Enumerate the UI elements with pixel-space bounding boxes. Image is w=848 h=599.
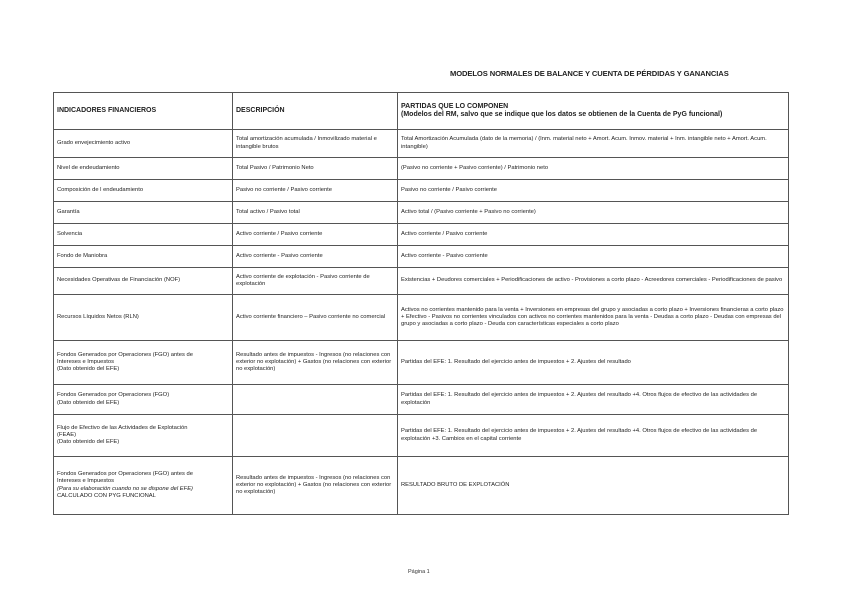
indicator-line: Garantía (57, 208, 80, 215)
table-row (54, 268, 789, 295)
indicator-line: Necesidades Operativas de Financiación (NOF) (57, 277, 181, 284)
header-description: DESCRIPCIÓN (233, 93, 398, 130)
parts-cell: Activo corriente / Pasivo corriente (398, 224, 789, 246)
indicator-line: Nivel de endeudamiento (57, 164, 120, 171)
indicator-line: Solvencia (57, 230, 83, 237)
table-row (54, 180, 789, 202)
parts-cell: Activo total / (Pasivo corriente + Pasivo no corriente) (398, 202, 789, 224)
indicator-line: Intereses e Impuestos (57, 478, 115, 485)
description-cell: Resultado antes de impuestos - Ingresos (no relaciones con exterior no explotación) + Gastos (no relaciones con exterior no explotación) (233, 341, 398, 385)
indicator-cell (54, 457, 233, 515)
description-cell: Resultado antes de impuestos - Ingresos (no relaciones con exterior no explotación) + Gastos (no relaciones con exterior no explotación) (233, 457, 398, 515)
table-row (54, 415, 789, 457)
parts-cell: Partidas del EFE: 1. Resultado del ejercicio antes de impuestos + 2. Ajustes del resultado +4. Otros flujos de efectivo de las actividades de explotación (398, 385, 789, 415)
indicator-cell (54, 246, 233, 268)
indicator-line: Fondos Generados por Operaciones (FGO) antes de (57, 471, 193, 478)
indicator-cell (54, 415, 233, 457)
table-row (54, 295, 789, 341)
indicator-extra: CALCULADO CON PYG FUNCIONAL (57, 492, 156, 499)
page-number: Página 1 (408, 569, 430, 575)
indicator-line: Composición de l endeudamiento (57, 186, 144, 193)
header-indicator: INDICADORES FINANCIEROS (54, 93, 233, 130)
header-parts (398, 93, 789, 130)
description-cell: Total activo / Pasivo total (233, 202, 398, 224)
indicator-cell (54, 385, 233, 415)
indicator-cell (54, 180, 233, 202)
description-cell (233, 415, 398, 457)
table-row (54, 385, 789, 415)
indicator-line: (Dato obtenido del EFE) (57, 399, 120, 406)
parts-cell: Activos no corrientes mantenido para la venta + Inversiones en empresas del grupo y asociadas a corto plazo + Inversiones financieras a corto plazo + Efectivo - Pasivos no corrientes vinculados con activos no corrientes mantenidos para la venta - Deudas a corto plazo - Deudas con empresas del grupo y asociadas a corto plazo - Deuda con características especiales a corto plazo (398, 295, 789, 341)
table-header-row (54, 93, 789, 130)
description-cell: Activo corriente financiero – Pasivo corriente no comercial (233, 295, 398, 341)
financial-indicators-table (53, 92, 789, 515)
header-parts-subtitle: (Modelos del RM, salvo que se indique que los datos se obtienen de la Cuenta de PyG funcional) (401, 111, 723, 118)
description-cell: Activo corriente - Pasivo corriente (233, 246, 398, 268)
indicator-line: (FEAE) (57, 431, 77, 438)
parts-cell: Total Amortización Acumulada (dato de la memoria) / (Inm. material neto + Amort. Acum. Inmov. material + Inm. intangible neto + Amort. Acum. intangible) (398, 130, 789, 158)
indicator-line: (Dato obtenido del EFE) (57, 439, 120, 446)
table-row (54, 130, 789, 158)
indicator-line: Recursos Líquidos Netos (RLN) (57, 313, 139, 320)
parts-cell: (Pasivo no corriente + Pasivo corriente) / Patrimonio neto (398, 158, 789, 180)
indicator-cell (54, 158, 233, 180)
parts-cell: Pasivo no corriente / Pasivo corriente (398, 180, 789, 202)
indicator-line: (Dato obtenido del EFE) (57, 366, 120, 373)
description-cell: Total Pasivo / Patrimonio Neto (233, 158, 398, 180)
parts-cell: Existencias + Deudores comerciales + Periodificaciones de activo - Provisiones a corto plazo - Acreedores comerciales - Periodificaciones de pasivo (398, 268, 789, 295)
table-row (54, 246, 789, 268)
indicator-cell (54, 224, 233, 246)
indicator-line: Fondo de Maniobra (57, 252, 108, 259)
description-cell (233, 385, 398, 415)
table-row (54, 224, 789, 246)
indicator-line: Grado envejecimiento activo (57, 139, 131, 146)
description-cell: Pasivo no corriente / Pasivo corriente (233, 180, 398, 202)
parts-cell: Partidas del EFE: 1. Resultado del ejercicio antes de impuestos + 2. Ajustes del resultado (398, 341, 789, 385)
indicator-cell (54, 202, 233, 224)
parts-cell: RESULTADO BRUTO DE EXPLOTACIÓN (398, 457, 789, 515)
indicator-cell (54, 130, 233, 158)
parts-cell: Activo corriente - Pasivo corriente (398, 246, 789, 268)
indicator-line: Fondos Generados por Operaciones (FGO) antes de (57, 351, 193, 358)
description-cell: Activo corriente de explotación - Pasivo corriente de explotación (233, 268, 398, 295)
indicator-line: Fondos Generados por Operaciones (FGO) (57, 392, 170, 399)
parts-cell: Partidas del EFE: 1. Resultado del ejercicio antes de impuestos + 2. Ajustes del resultado +4. Otros flujos de efectivo de las actividades de explotación +3. Cambios en el capital corriente (398, 415, 789, 457)
table-row (54, 341, 789, 385)
description-cell: Activo corriente / Pasivo corriente (233, 224, 398, 246)
table-row (54, 457, 789, 515)
indicator-line: Intereses e Impuestos (57, 358, 115, 365)
indicator-cell (54, 295, 233, 341)
description-cell: Total amortización acumulada / Inmovilizado material e intangible brutos (233, 130, 398, 158)
table-row (54, 202, 789, 224)
indicator-note: (Para su elaboración cuando no se dispone del EFE) (57, 485, 193, 492)
document-title: MODELOS NORMALES DE BALANCE Y CUENTA DE PÉRDIDAS Y GANANCIAS (450, 69, 729, 78)
indicator-cell (54, 341, 233, 385)
table-row (54, 158, 789, 180)
indicator-line: Flujo de Efectivo de las Actividades de Explotación (57, 424, 188, 431)
header-parts-title: PARTIDAS QUE LO COMPONEN (401, 102, 509, 110)
indicator-cell (54, 268, 233, 295)
